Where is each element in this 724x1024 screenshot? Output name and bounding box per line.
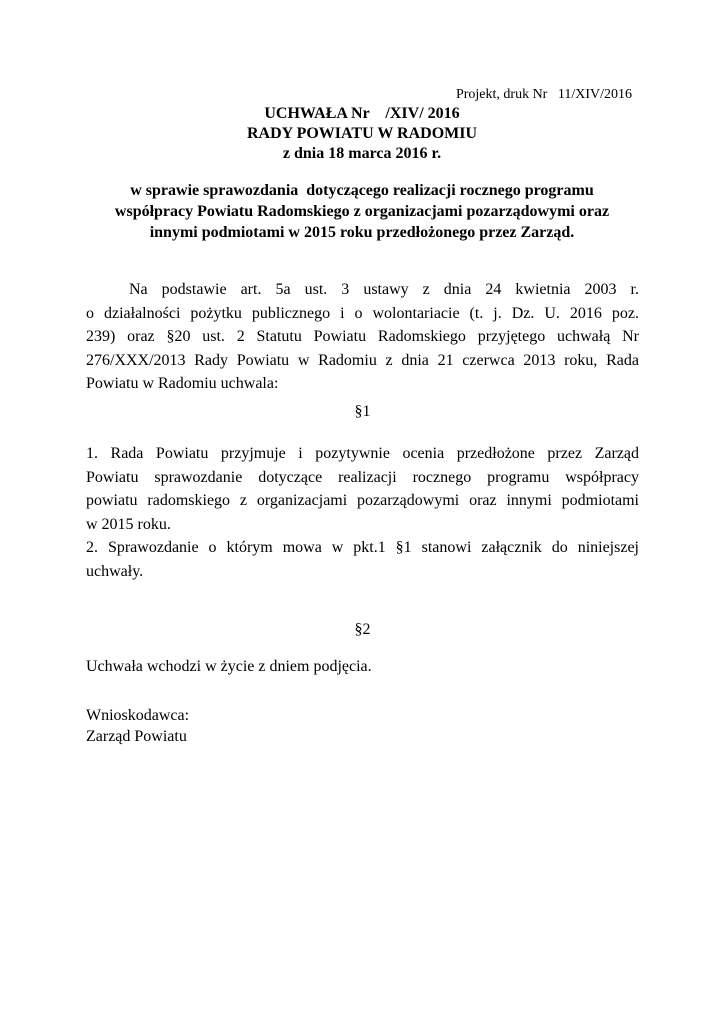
section-1-heading: §1 [354,403,371,420]
paragraph-line: Na podstawie art. 5a ust. 3 ustawy z dnia 24 kwietnia 2003 r. [129,281,639,298]
projekt-note: Projekt, druk Nr 11/XIV/2016 [455,87,632,102]
paragraph-line: o działalności pożytku publicznego i o wolontariacie (t. j. Dz. U. 2016 poz. [86,304,639,322]
paragraph-line: w 2015 roku. [86,515,171,533]
paragraph-line: Powiatu sprawozdanie dotyczące realizacji rocznego programu współpracy [86,468,639,486]
subject-line: w sprawie sprawozdania dotyczącego realizacji rocznego programu [130,182,594,199]
paragraph-line: 239) oraz §20 ust. 2 Statutu Powiatu Radomskiego przyjętego uchwałą Nr [86,328,639,345]
section-1-content [86,442,639,583]
proposer-label: Wnioskodawca: [86,707,190,724]
paragraph-line: 2. Sprawozdanie o którym mowa w pkt.1 §1 stanowi załącznik do niniejszej [86,539,639,556]
paragraph-line: Powiatu w Radomiu uchwala: [86,375,279,392]
proposer-block [86,705,189,747]
section-2-heading: §2 [354,621,371,638]
resolution-subject [86,180,638,243]
paragraph-line: 276/XXX/2013 Rady Powiatu w Radomiu z dnia 21 czerwca 2013 roku, Rada [86,351,639,369]
resolution-number: UCHWAŁA Nr /XIV/ 2016 [264,105,460,122]
resolution-title [86,104,638,164]
legal-basis-paragraph [86,278,639,396]
proposer-name: Zarząd Powiatu [86,728,187,745]
paragraph-line: 1. Rada Powiatu przyjmuje i pozytywnie ocenia przedłożone przez Zarząd [86,445,639,462]
council-name: RADY POWIATU W RADOMIU [246,125,478,142]
resolution-date: z dnia 18 marca 2016 r. [282,145,442,162]
section-2-text: Uchwała wchodzi w życie z dniem podjęcia. [86,658,372,675]
subject-line: innymi podmiotami w 2015 roku przedłożonego przez Zarząd. [149,224,575,241]
paragraph-line: powiatu radomskiego z organizacjami pozarządowymi oraz innymi podmiotami [86,492,639,509]
subject-line: współpracy Powiatu Radomskiego z organizacjami pozarządowymi oraz [114,203,610,220]
paragraph-line: uchwały. [86,562,144,580]
